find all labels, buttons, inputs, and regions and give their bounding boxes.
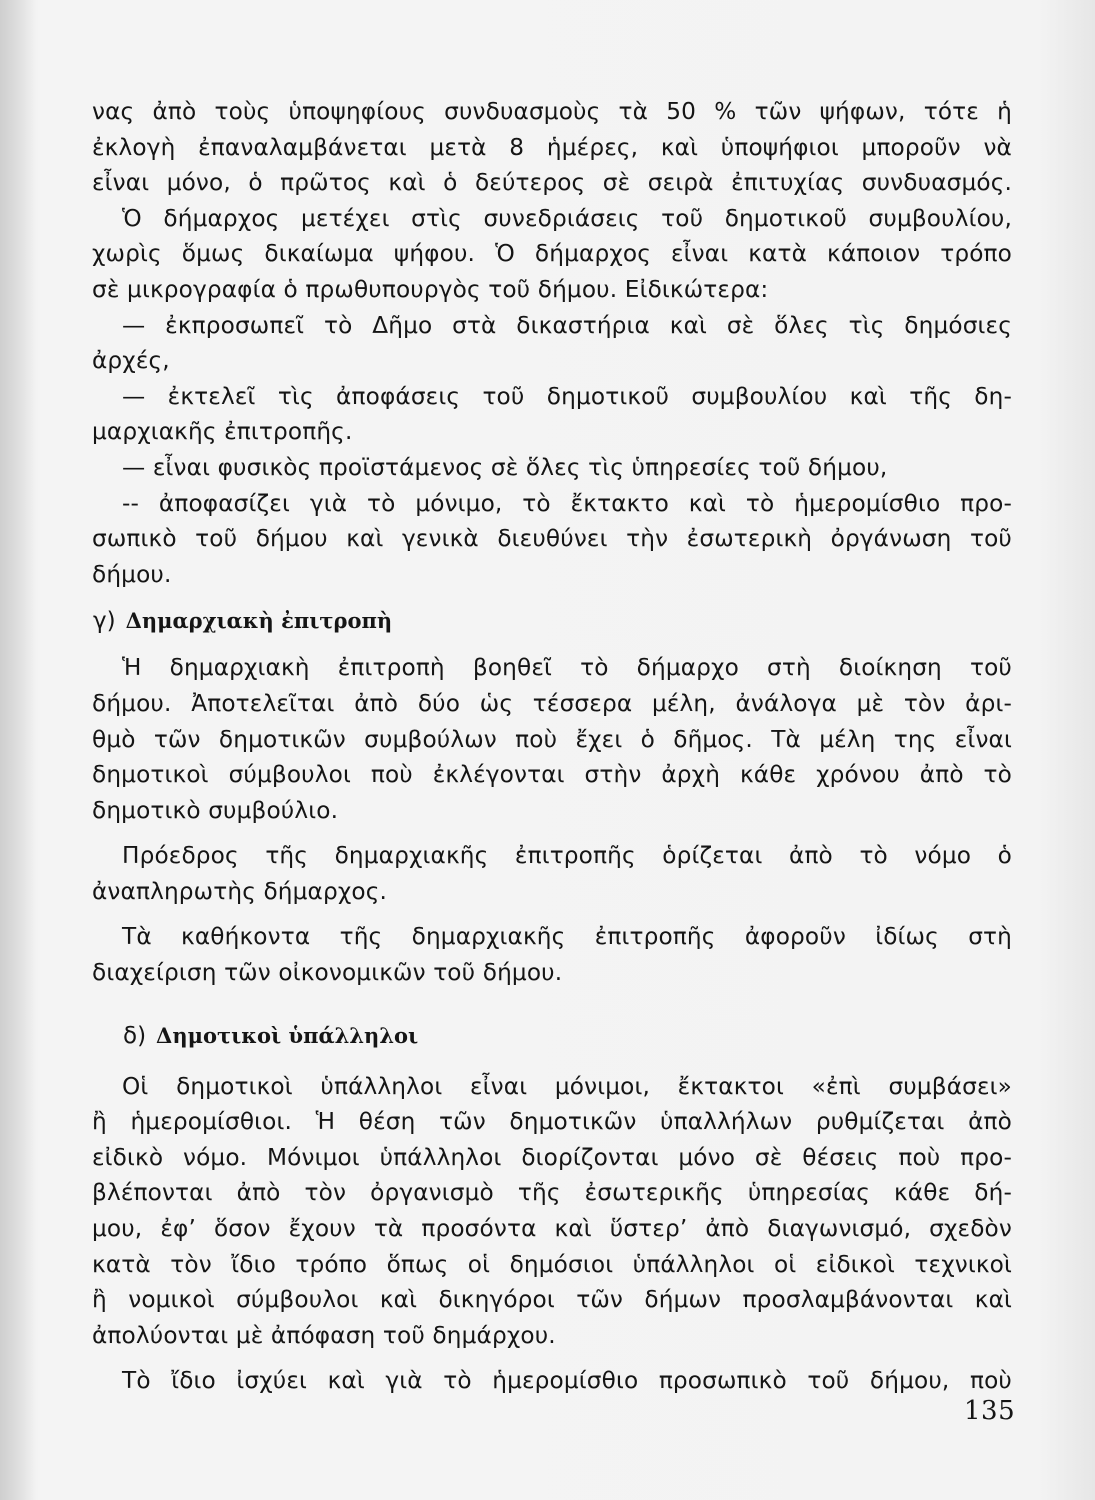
text-line: Ὁ δήμαρχος μετέχει στὶς συνεδριάσεις τοῦ δημοτικοῦ συμβουλίου, xyxy=(122,204,1012,232)
text-line: εἰδικὸ νόμο. Μόνιμοι ὑπάλληλοι διορίζονται μόνο σὲ θέσεις ποὺ προ- xyxy=(92,1143,1012,1171)
text-line: Τὰ καθήκοντα τῆς δημαρχιακῆς ἐπιτροπῆς ἀφοροῦν ἰδίως στὴ xyxy=(122,923,1012,951)
text-line: ἀναπληρωτὴς δήμαρχος. xyxy=(92,877,388,905)
list-item-line: — ἐκπροσωπεῖ τὸ Δῆμο στὰ δικαστήρια καὶ σὲ ὅλες τὶς δημόσιες xyxy=(122,311,1012,339)
list-item-line: — ἐκτελεῖ τὶς ἀποφάσεις τοῦ δημοτικοῦ συμβουλίου καὶ τῆς δη- xyxy=(122,382,1012,410)
text-line: ἢ νομικοὶ σύμβουλοι καὶ δικηγόροι τῶν δήμων προσλαμβάνονται καὶ xyxy=(92,1286,1012,1314)
text-line: βλέπονται ἀπὸ τὸν ὀργανισμὸ τῆς ἐσωτερικῆς ὑπηρεσίας κάθε δή- xyxy=(92,1179,1012,1207)
text-line: Οἱ δημοτικοὶ ὑπάλληλοι εἶναι μόνιμοι, ἔκτακτοι «ἐπὶ συμβάσει» xyxy=(122,1072,1012,1100)
text-line: νας ἀπὸ τοὺς ὑποψηφίους συνδυασμοὺς τὰ 50 % τῶν ψήφων, τότε ἡ xyxy=(92,98,1012,125)
section-label: δ) xyxy=(123,1022,147,1049)
text-line: Τὸ ἴδιο ἰσχύει καὶ γιὰ τὸ ἡμερομίσθιο προσωπικὸ τοῦ δήμου, ποὺ xyxy=(122,1367,1012,1395)
text-line: χωρὶς ὅμως δικαίωμα ψήφου. Ὁ δήμαρχος εἶναι κατὰ κάποιον τρόπο xyxy=(92,240,1012,268)
text-line: δημοτικοὶ σύμβουλοι ποὺ ἐκλέγονται στὴν ἀρχὴ κάθε χρόνου ἀπὸ τὸ xyxy=(92,761,1012,789)
section-title: Δημαρχιακὴ ἐπιτροπὴ xyxy=(125,608,393,634)
text-line: ἢ ἡμερομίσθιοι. Ἡ θέση τῶν δημοτικῶν ὑπαλλήλων ρυθμίζεται ἀπὸ xyxy=(92,1108,1012,1136)
text-line: δήμου. Ἀποτελεῖται ἀπὸ δύο ὡς τέσσερα μέλη, ἀνάλογα μὲ τὸν ἀρι- xyxy=(92,689,1012,717)
text-line: μου, ἐφ’ ὅσον ἔχουν τὰ προσόντα καὶ ὕστερ’ ἀπὸ διαγωνισμό, σχεδὸν xyxy=(92,1215,1012,1243)
list-item-line: σωπικὸ τοῦ δήμου καὶ γενικὰ διευθύνει τὴν ἐσωτερικὴ ὀργάνωση τοῦ xyxy=(92,525,1012,553)
text-line: θμὸ τῶν δημοτικῶν συμβούλων ποὺ ἔχει ὁ δῆμος. Τὰ μέλη της εἶναι xyxy=(92,725,1012,753)
section-label: γ) xyxy=(93,608,116,635)
list-item-line: -- ἀποφασίζει γιὰ τὸ μόνιμο, τὸ ἔκτακτο καὶ τὸ ἡμερομίσθιο προ- xyxy=(122,489,1012,517)
text-line: διαχείριση τῶν οἰκονομικῶν τοῦ δήμου. xyxy=(92,959,563,987)
text-line: εἶναι μόνο, ὁ πρῶτος καὶ ὁ δεύτερος σὲ σειρὰ ἐπιτυχίας συνδυασμός. xyxy=(92,169,1012,197)
list-item-line: — εἶναι φυσικὸς προϊστάμενος σὲ ὅλες τὶς ὑπηρεσίες τοῦ δήμου, xyxy=(122,453,888,481)
section-heading-g xyxy=(92,602,1012,640)
text-line: ἀπολύονται μὲ ἀπόφαση τοῦ δημάρχου. xyxy=(92,1321,556,1349)
text-line: κατὰ τὸν ἴδιο τρόπο ὅπως οἱ δημόσιοι ὑπάλληλοι οἱ εἰδικοὶ τεχνικοὶ xyxy=(92,1250,1012,1278)
list-item-line: δήμου. xyxy=(92,560,172,588)
binding-shadow xyxy=(0,0,36,1500)
text-line: Ἡ δημαρχιακὴ ἐπιτροπὴ βοηθεῖ τὸ δήμαρχο στὴ διοίκηση τοῦ xyxy=(122,654,1012,682)
page-number: 135 xyxy=(964,1396,1016,1426)
text-line: σὲ μικρογραφία ὁ πρωθυπουργὸς τοῦ δήμου. Εἰδικώτερα: xyxy=(92,275,769,303)
section-heading-d xyxy=(92,1017,1012,1055)
text-line: δημοτικὸ συμβούλιο. xyxy=(92,796,339,824)
section-title: Δημοτικοὶ ὑπάλληλοι xyxy=(156,1022,419,1048)
text-line: Πρόεδρος τῆς δημαρχιακῆς ἐπιτροπῆς ὁρίζεται ἀπὸ τὸ νόμο ὁ xyxy=(122,842,1012,870)
text-line: ἐκλογὴ ἐπαναλαμβάνεται μετὰ 8 ἡμέρες, καὶ ὑποψήφιοι μποροῦν νὰ xyxy=(92,133,1012,161)
text-column xyxy=(92,94,1012,1399)
list-item-line: μαρχιακῆς ἐπιτροπῆς. xyxy=(92,418,353,446)
list-item-line: ἀρχές, xyxy=(92,347,170,375)
